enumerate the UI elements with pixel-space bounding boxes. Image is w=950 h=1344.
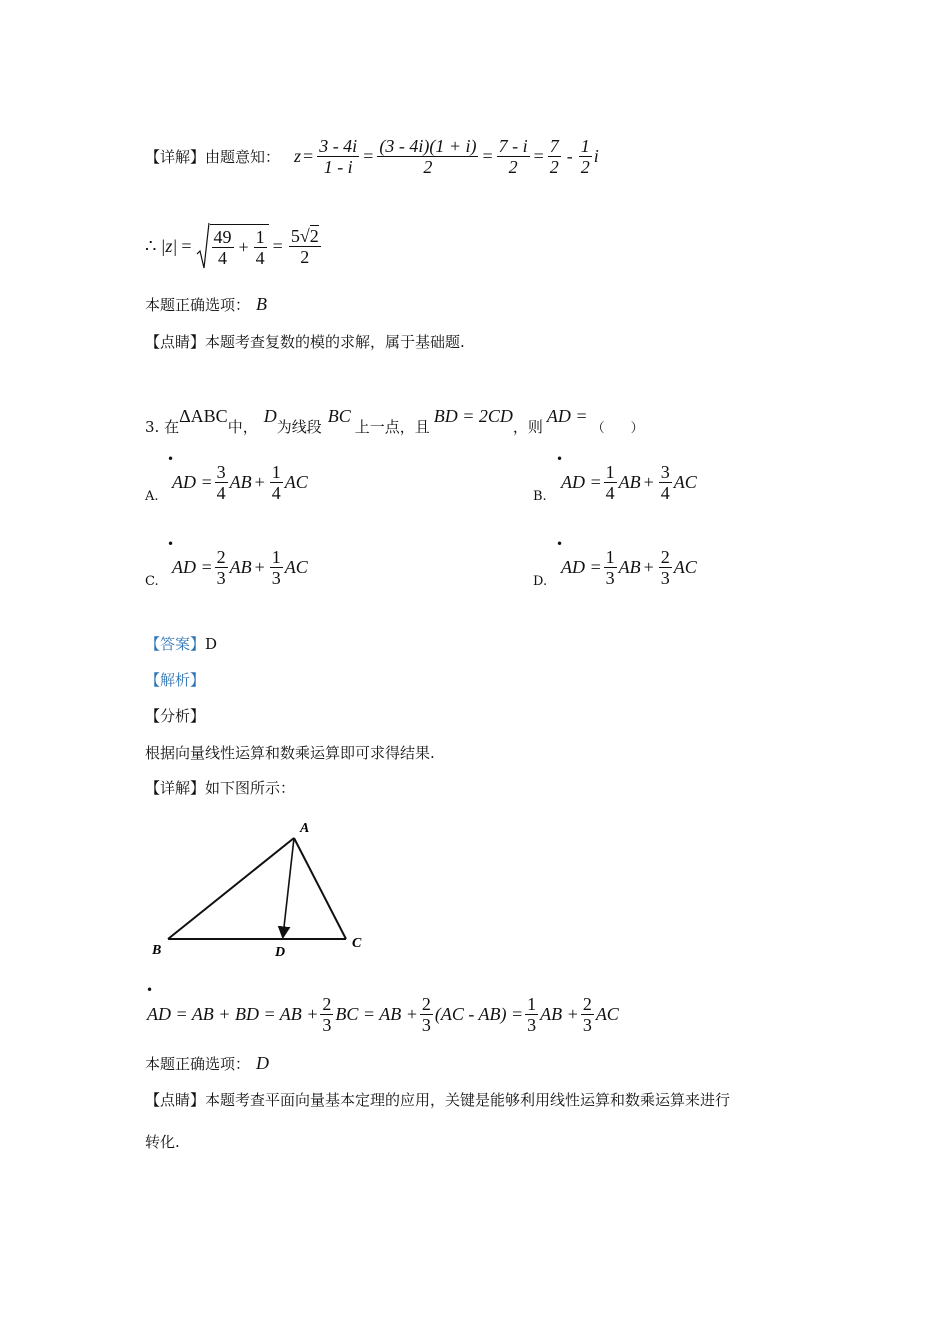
equals: = bbox=[533, 146, 544, 166]
detail-equation-z bbox=[145, 136, 599, 177]
plus: + bbox=[238, 237, 249, 257]
equals: = bbox=[482, 146, 493, 166]
vector-mark: • bbox=[146, 983, 154, 997]
fraction: $\frac{2}{3}$ bbox=[216, 547, 226, 588]
detail-tag-2: 【详解】如下图所示： bbox=[145, 779, 296, 797]
label-a: A bbox=[300, 821, 310, 836]
text: 上一点，且 bbox=[354, 418, 430, 436]
answer-label: 本题正确选项： bbox=[145, 296, 251, 314]
side-ac bbox=[294, 838, 346, 939]
vector: AC bbox=[673, 472, 697, 492]
fraction: $\frac{1}{3}$ bbox=[271, 547, 281, 588]
fraction: $\frac{1}{3}$ bbox=[527, 994, 537, 1035]
vector: AB bbox=[618, 557, 641, 577]
option-d bbox=[533, 546, 697, 589]
detail-label: 【详解】由题意知： bbox=[145, 148, 281, 166]
plus: + bbox=[643, 472, 654, 492]
fraction: $\frac{2}{3}$ bbox=[421, 994, 431, 1035]
option-c bbox=[145, 546, 308, 589]
fenxi-text: 根据向量线性运算和数乘运算即可求得结果. bbox=[145, 744, 435, 762]
fraction: $\frac{1}{3}$ bbox=[605, 547, 615, 588]
triangle-abc: ΔABC bbox=[179, 406, 228, 426]
triangle-figure bbox=[140, 812, 380, 962]
expr-part: (AC - AB) = bbox=[434, 1004, 524, 1024]
option-lhs: AD = bbox=[172, 472, 213, 492]
var-z: z bbox=[294, 146, 302, 166]
answer-tag-line bbox=[145, 633, 217, 654]
fenxi-tag: 【分析】 bbox=[145, 707, 206, 725]
plus: + bbox=[643, 557, 654, 577]
answer-value: D bbox=[205, 634, 218, 653]
expr-part: AC bbox=[595, 1004, 619, 1024]
equals: = bbox=[272, 235, 283, 256]
option-a bbox=[145, 461, 308, 504]
fraction: $\frac{3}{4}$ bbox=[660, 462, 670, 503]
fraction: $\frac{1}{4}$ bbox=[605, 462, 615, 503]
answer-value: D bbox=[256, 1053, 270, 1073]
vector-ad: AD = bbox=[546, 406, 588, 426]
label-b: B bbox=[152, 943, 162, 958]
question-3 bbox=[145, 404, 644, 437]
vector-equation bbox=[147, 994, 619, 1035]
minus: - bbox=[566, 146, 573, 166]
option-letter: C. bbox=[145, 574, 159, 589]
plus: + bbox=[254, 472, 265, 492]
fraction: $\frac{(3 - 4i)(1 + i)}{2}$ bbox=[379, 136, 477, 177]
fraction: $\frac{1}{4}$ bbox=[255, 227, 265, 268]
vector-ad-line bbox=[283, 838, 294, 936]
sqrt-expression bbox=[196, 222, 269, 270]
vector: AB bbox=[229, 557, 252, 577]
option-lhs: AD = bbox=[561, 472, 602, 492]
answer-tag: 【答案】 bbox=[145, 635, 206, 653]
text: 中， bbox=[227, 418, 258, 436]
fraction: $\frac{3 - 4i}{1 - i}$ bbox=[319, 136, 358, 177]
radical-sign bbox=[196, 222, 210, 270]
vector-mark: • bbox=[167, 452, 175, 466]
point-d: D bbox=[263, 406, 277, 426]
answer-line-2 bbox=[145, 1053, 269, 1074]
fraction-result: $\frac{5√2}{2}$ bbox=[290, 225, 319, 267]
blank: （ ） bbox=[591, 421, 644, 436]
vector: AC bbox=[673, 557, 697, 577]
expr-part: AD = AB + BD = AB + bbox=[147, 1004, 319, 1024]
plus: + bbox=[254, 557, 265, 577]
segment-bc: BC bbox=[327, 406, 351, 426]
comment-2-line-1: 【点睛】本题考查平面向量基本定理的应用，关键是能够利用线性运算和数乘运算来进行 bbox=[145, 1091, 731, 1109]
expr-part: BC = AB + bbox=[335, 1004, 418, 1024]
expr-part: AB + bbox=[540, 1004, 579, 1024]
var-i: i bbox=[593, 146, 599, 166]
question-number: 3. 在 bbox=[145, 418, 180, 436]
equals: = bbox=[303, 146, 314, 166]
comment-2-line-2: 转化. bbox=[145, 1133, 180, 1151]
therefore-symbol: ∴ bbox=[145, 235, 157, 256]
option-letter: D. bbox=[533, 574, 548, 589]
analysis-tag: 【解析】 bbox=[145, 671, 206, 689]
fraction: $\frac{7}{2}$ bbox=[549, 136, 559, 177]
option-lhs: AD = bbox=[561, 557, 602, 577]
modulus-equation bbox=[145, 222, 323, 270]
condition: BD = 2CD bbox=[433, 406, 513, 426]
fraction: $\frac{49}{4}$ bbox=[213, 227, 232, 268]
vector: AC bbox=[284, 472, 308, 492]
answer-label: 本题正确选项： bbox=[145, 1055, 251, 1073]
vector-mark: • bbox=[556, 537, 564, 551]
answer-line-1 bbox=[145, 294, 267, 315]
answer-value: B bbox=[256, 294, 268, 314]
option-letter: A. bbox=[145, 489, 159, 504]
abs-z: |z| bbox=[160, 235, 178, 256]
vector: AC bbox=[284, 557, 308, 577]
text: ，则 bbox=[512, 418, 543, 436]
equals: = bbox=[363, 146, 374, 166]
label-d: D bbox=[275, 945, 286, 960]
vector: AB bbox=[618, 472, 641, 492]
fraction: $\frac{3}{4}$ bbox=[216, 462, 226, 503]
equals: = bbox=[181, 235, 192, 256]
fraction: $\frac{1}{4}$ bbox=[271, 462, 281, 503]
vector-mark: • bbox=[556, 452, 564, 466]
vector-mark: • bbox=[167, 537, 175, 551]
label-c: C bbox=[352, 936, 362, 951]
vector: AB bbox=[229, 472, 252, 492]
fraction: $\frac{1}{2}$ bbox=[580, 136, 590, 177]
option-letter: B. bbox=[533, 489, 547, 504]
option-b bbox=[533, 461, 697, 504]
fraction: $\frac{2}{3}$ bbox=[582, 994, 592, 1035]
fraction: $\frac{2}{3}$ bbox=[322, 994, 332, 1035]
side-ab bbox=[168, 838, 294, 939]
option-lhs: AD = bbox=[172, 557, 213, 577]
fraction: $\frac{2}{3}$ bbox=[660, 547, 670, 588]
fraction: $\frac{7 - i}{2}$ bbox=[498, 136, 528, 177]
text: 为线段 bbox=[276, 418, 322, 436]
comment-1: 【点睛】本题考查复数的模的求解，属于基础题. bbox=[145, 333, 465, 351]
